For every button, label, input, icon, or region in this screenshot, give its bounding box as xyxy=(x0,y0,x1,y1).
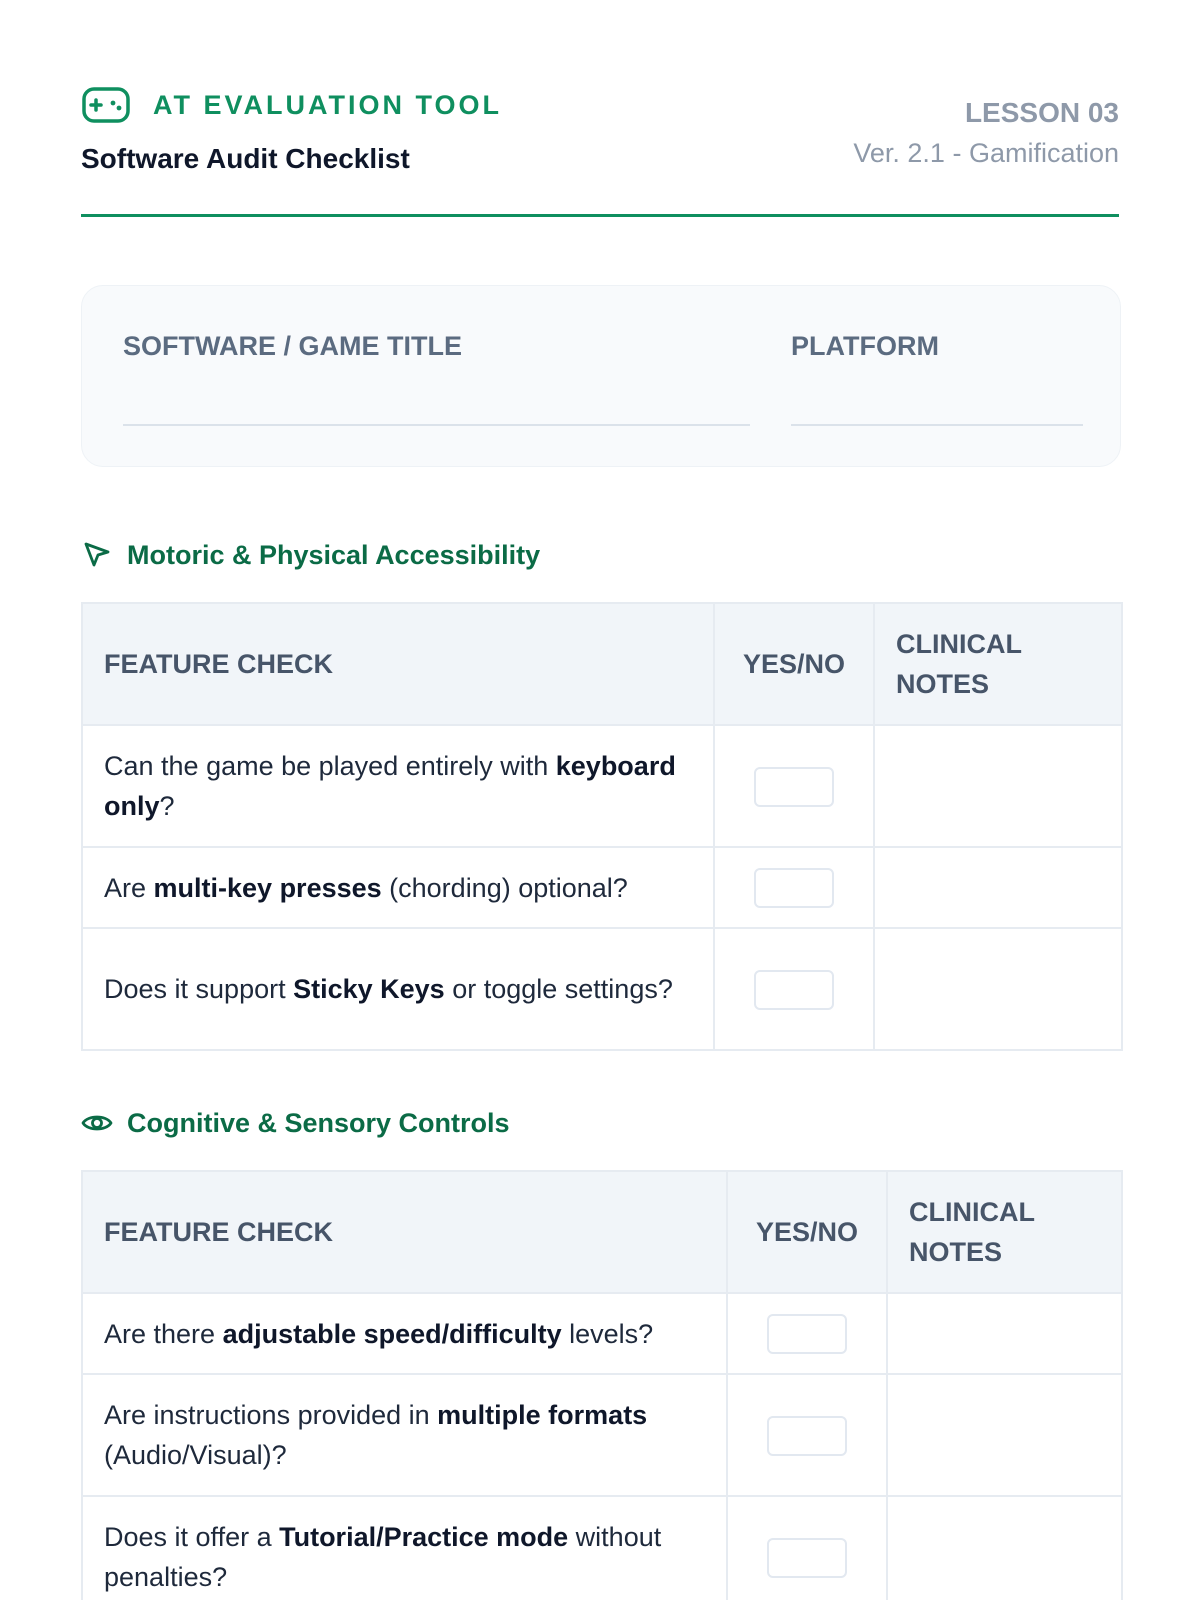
section-title-text: Cognitive & Sensory Controls xyxy=(127,1107,510,1138)
eye-icon xyxy=(81,1107,113,1139)
yes-no-input[interactable] xyxy=(754,767,834,807)
clinical-notes-cell[interactable] xyxy=(887,1293,1122,1374)
table-header-row xyxy=(82,603,1122,725)
yes-no-input[interactable] xyxy=(754,970,834,1010)
brand-title: AT EVALUATION TOOL xyxy=(153,89,502,120)
table-row xyxy=(82,928,1122,1050)
brand xyxy=(81,86,502,124)
software-info-card xyxy=(81,285,1121,467)
software-title-field[interactable] xyxy=(123,424,750,426)
yes-no-input[interactable] xyxy=(767,1538,847,1578)
gamepad-icon xyxy=(81,86,131,124)
column-header-notes: CLINICAL NOTES xyxy=(874,603,1122,725)
clinical-notes-cell[interactable] xyxy=(874,725,1122,847)
cursor-pointer-icon xyxy=(81,539,113,571)
yes-no-cell xyxy=(727,1374,887,1496)
yes-no-input[interactable] xyxy=(767,1314,847,1354)
feature-question: Are multi-key presses (chording) optional? xyxy=(82,847,714,928)
page-title: Software Audit Checklist xyxy=(81,143,410,174)
feature-question: Are there adjustable speed/difficulty levels? xyxy=(82,1293,727,1374)
column-header-feature: FEATURE CHECK xyxy=(82,1171,727,1293)
table-row xyxy=(82,1374,1122,1496)
column-header-yes-no: YES/NO xyxy=(727,1171,887,1293)
section-title-motoric xyxy=(81,539,540,571)
column-header-notes: CLINICAL NOTES xyxy=(887,1171,1122,1293)
yes-no-input[interactable] xyxy=(767,1416,847,1456)
version-label: Ver. 2.1 - Gamification xyxy=(853,138,1119,168)
yes-no-cell xyxy=(714,725,874,847)
lesson-label: LESSON 03 xyxy=(964,97,1119,128)
yes-no-cell xyxy=(714,847,874,928)
table-row xyxy=(82,1293,1122,1374)
page-header xyxy=(81,0,1119,217)
feature-question: Are instructions provided in multiple formats (Audio/Visual)? xyxy=(82,1374,727,1496)
section-title-text: Motoric & Physical Accessibility xyxy=(127,539,541,570)
clinical-notes-cell[interactable] xyxy=(887,1374,1122,1496)
clinical-notes-cell[interactable] xyxy=(874,928,1122,1050)
feature-question: Can the game be played entirely with keyboard only? xyxy=(82,725,714,847)
platform-label: PLATFORM xyxy=(791,331,939,361)
yes-no-input[interactable] xyxy=(754,868,834,908)
section-title-cognitive xyxy=(81,1107,510,1139)
table-row xyxy=(82,725,1122,847)
yes-no-cell xyxy=(714,928,874,1050)
clinical-notes-cell[interactable] xyxy=(887,1496,1122,1600)
clinical-notes-cell[interactable] xyxy=(874,847,1122,928)
feature-question: Does it offer a Tutorial/Practice mode without penalties? xyxy=(82,1496,727,1600)
yes-no-cell xyxy=(727,1293,887,1374)
column-header-yes-no: YES/NO xyxy=(714,603,874,725)
feature-question: Does it support Sticky Keys or toggle settings? xyxy=(82,928,714,1050)
column-header-feature: FEATURE CHECK xyxy=(82,603,714,725)
software-title-label: SOFTWARE / GAME TITLE xyxy=(123,331,462,361)
platform-field[interactable] xyxy=(791,424,1083,426)
cognitive-checklist-table xyxy=(81,1170,1123,1600)
table-row xyxy=(82,847,1122,928)
yes-no-cell xyxy=(727,1496,887,1600)
table-row xyxy=(82,1496,1122,1600)
motoric-checklist-table xyxy=(81,602,1123,1051)
table-header-row xyxy=(82,1171,1122,1293)
